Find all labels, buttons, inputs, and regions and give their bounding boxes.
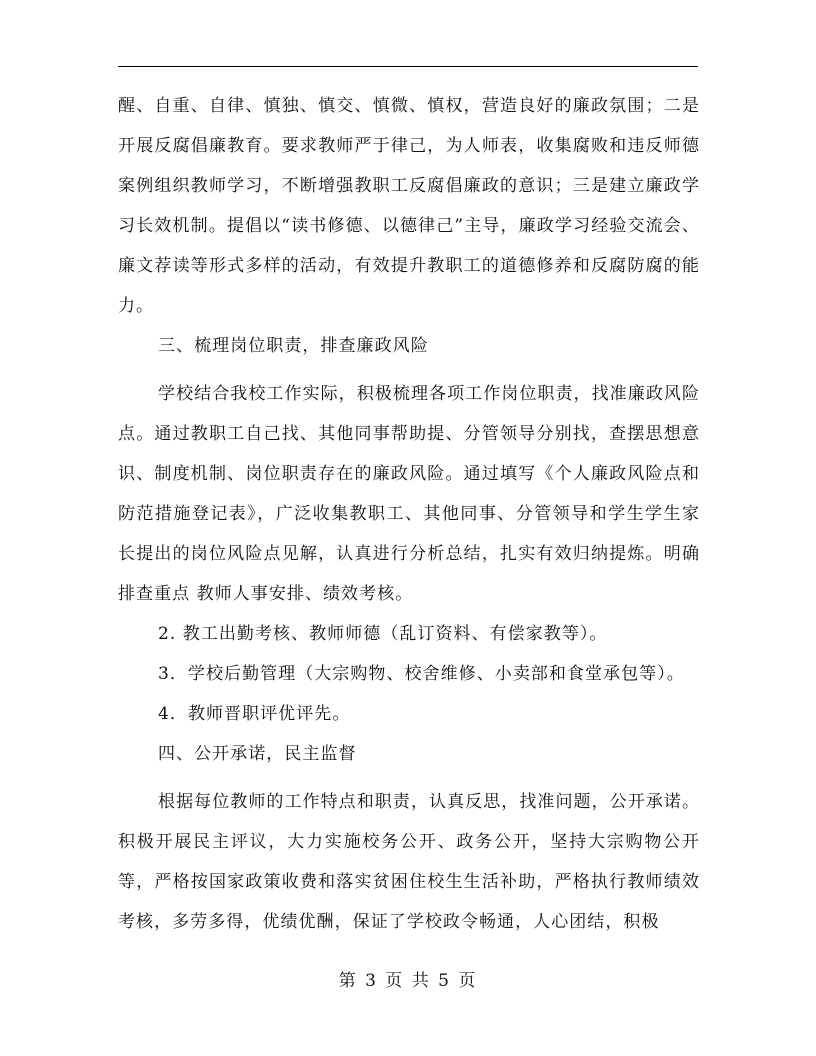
- section-heading-3: 三、梳理岗位职责，排查廉政风险: [158, 336, 429, 356]
- paragraph-3: 根据每位教师的工作特点和职责，认真反思，找准问题，公开承诺。积极开展民主评议，大力实施校务公开、政务公开，坚持大宗购物公开等，严格按国家政策收费和落实贫困住校生生活补助，严格执行教师绩效考核，多劳多得，优绩优酬，保证了学校政令畅通，人心团结，积极: [118, 792, 700, 932]
- list-item-2: 2. 教工出勤考核、教师师德（乱订资料、有偿家教等）。: [158, 624, 608, 644]
- paragraph-2: 学校结合我校工作实际，积极梳理各项工作岗位职责，找准廉政风险点。通过教职工自己找、其他同事帮助提、分管领导分别找，查摆思想意识、制度机制、岗位职责存在的廉政风险。通过填写《个人廉政风险点和防范措施登记表》，广泛收集教职工、其他同事、分管领导和学生学生家长提出的岗位风险点见解，认真进行分析总结，扎实有效归纳提炼。明确排查重点 教师人事安排、绩效考核。: [118, 384, 700, 604]
- header-rule: [118, 66, 698, 67]
- document-body: [118, 86, 700, 942]
- section-heading-4: 四、公开承诺，民主监督: [158, 744, 357, 764]
- list-item-3: 3．学校后勤管理（大宗购物、校舍维修、小卖部和食堂承包等）。: [158, 664, 685, 684]
- paragraph-1: 醒、自重、自律、慎独、慎交、慎微、慎权，营造良好的廉政氛围；二是开展反腐倡廉教育。要求教师严于律己，为人师表，收集腐败和违反师德案例组织教师学习，不断增强教职工反腐倡廉政的意识；三是建立廉政学习长效机制。提倡以“读书修德、以德律己”主导，廉政学习经验交流会、廉文荐读等形式多样的活动，有效提升教职工的道德修养和反腐防腐的能力。: [118, 96, 700, 316]
- list-item-4: 4．教师晋职评优评先。: [158, 704, 351, 724]
- page-footer: 第 3 页 共 5 页: [338, 971, 478, 991]
